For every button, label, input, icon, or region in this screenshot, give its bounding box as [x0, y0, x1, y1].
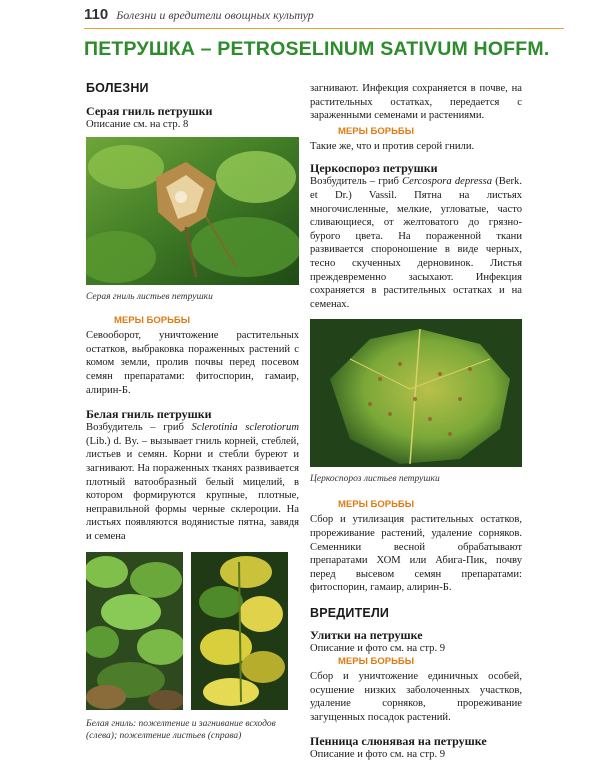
measures-label-white-rot: МЕРЫ БОРЬБЫ — [338, 125, 415, 137]
heading-gray-rot: Серая гниль петрушки — [86, 103, 213, 118]
photo-white-rot-seedlings — [86, 552, 183, 710]
running-title: Болезни и вредители овощных культур — [116, 8, 314, 22]
measures-text-snails: Сбор и уничтожение единичных особей, осушение низких заболоченных участков, удаление сорняков, прореживание загущенных посадок растений. — [310, 671, 522, 723]
right-column — [310, 82, 522, 762]
cercospora-text-1: Возбудитель – гриб — [310, 176, 403, 188]
measures-text-white-rot: Такие же, что и против серой гнили. — [310, 140, 475, 152]
section-pests: ВРЕДИТЕЛИ — [310, 605, 390, 620]
snails-ref: Описание и фото см. на стр. 9 — [310, 643, 446, 655]
gray-rot-leaves-image — [86, 137, 299, 285]
measures-text-cercospora: Сбор и утилизация растительных остатков, прореживание растений, удаление сорняков. Семенники весной обрабатывают препаратами ХОМ или Абига-Пик, почву перед высевом семян препаратами: фитоспорин, гамаир, алирин-Б. — [310, 514, 522, 594]
cercospora-text-2: (Berk. et Dr.) Vassil. Пятна на листьях многочисленные, мелкие, угловатые, часто сливающиеся, от желтоватого до грязно-бурого цвета. На пораженной ткани развивается спороношение в виде черных, тесно скученных дерновинок. Листья преждевременно засыхают. Инфекция сохраняется в растительных остатках и на семенах. — [310, 176, 522, 310]
page-title: ПЕТРУШКА – PETROSELINUM SATIVUM HOFFM. — [84, 38, 550, 60]
page-number: 110 — [84, 6, 109, 23]
cercospora-leaf-image — [310, 319, 522, 467]
cercospora-description — [310, 175, 522, 311]
white-rot-continued: загнивают. Инфекция сохраняется в почве, на растительных остатках, передается с зараженными семенами и растениями. — [310, 83, 522, 122]
white-rot-species: Sclerotinia sclerotiorum — [191, 422, 299, 434]
white-rot-description — [86, 421, 299, 543]
gray-rot-ref: Описание см. на стр. 8 — [86, 118, 189, 130]
photo-white-rot-leaves — [191, 552, 288, 710]
running-header — [84, 6, 564, 29]
caption-white-rot: Белая гниль: пожелтение и загнивание всходов (слева); пожелтение листьев (справа) — [86, 718, 276, 741]
heading-white-rot: Белая гниль петрушки — [86, 407, 212, 422]
left-column — [86, 82, 299, 742]
measures-label-snails: МЕРЫ БОРЬБЫ — [338, 656, 415, 668]
white-rot-text-1: Возбудитель – гриб — [86, 422, 192, 434]
photo-gray-rot — [86, 137, 299, 285]
white-rot-text-2: (Lib.) d. By. – вызывает гниль корней, стеблей, листьев и семян. Корни и стебли буреют и загнивают. На пораженных тканях развивается плотный ватообразный белый мицелий, в котором формируются крупные, плотные, неправильной формы черные склероции. На листьях появляются водянистые пятна, завядя и семена — [86, 435, 299, 542]
caption-gray-rot: Серая гниль листьев петрушки — [86, 292, 213, 303]
heading-spittlebug: Пенница слюнявая на петрушке — [310, 734, 487, 749]
caption-cercospora: Церкоспороз листьев петрушки — [310, 474, 440, 485]
yellowing-leaves-image — [191, 552, 288, 710]
measures-label-gray-rot: МЕРЫ БОРЬБЫ — [114, 315, 191, 327]
heading-cercospora: Церкоспороз петрушки — [310, 161, 438, 176]
white-rot-photos — [86, 552, 299, 710]
seedlings-image — [86, 552, 183, 710]
heading-snails: Улитки на петрушке — [310, 628, 423, 643]
section-diseases: БОЛЕЗНИ — [86, 81, 149, 95]
spittlebug-ref: Описание и фото см. на стр. 9 — [310, 749, 446, 761]
measures-text-gray-rot: Севооборот, уничтожение растительных остатков, выбраковка пораженных растений с комом земли, пролив почвы перед посевом семян препаратами: фитоспорин, гамаир, алирин-Б. — [86, 330, 299, 396]
photo-cercospora — [310, 319, 522, 467]
cercospora-species: Cercospora depressa — [402, 176, 493, 188]
measures-label-cercospora: МЕРЫ БОРЬБЫ — [338, 499, 415, 511]
